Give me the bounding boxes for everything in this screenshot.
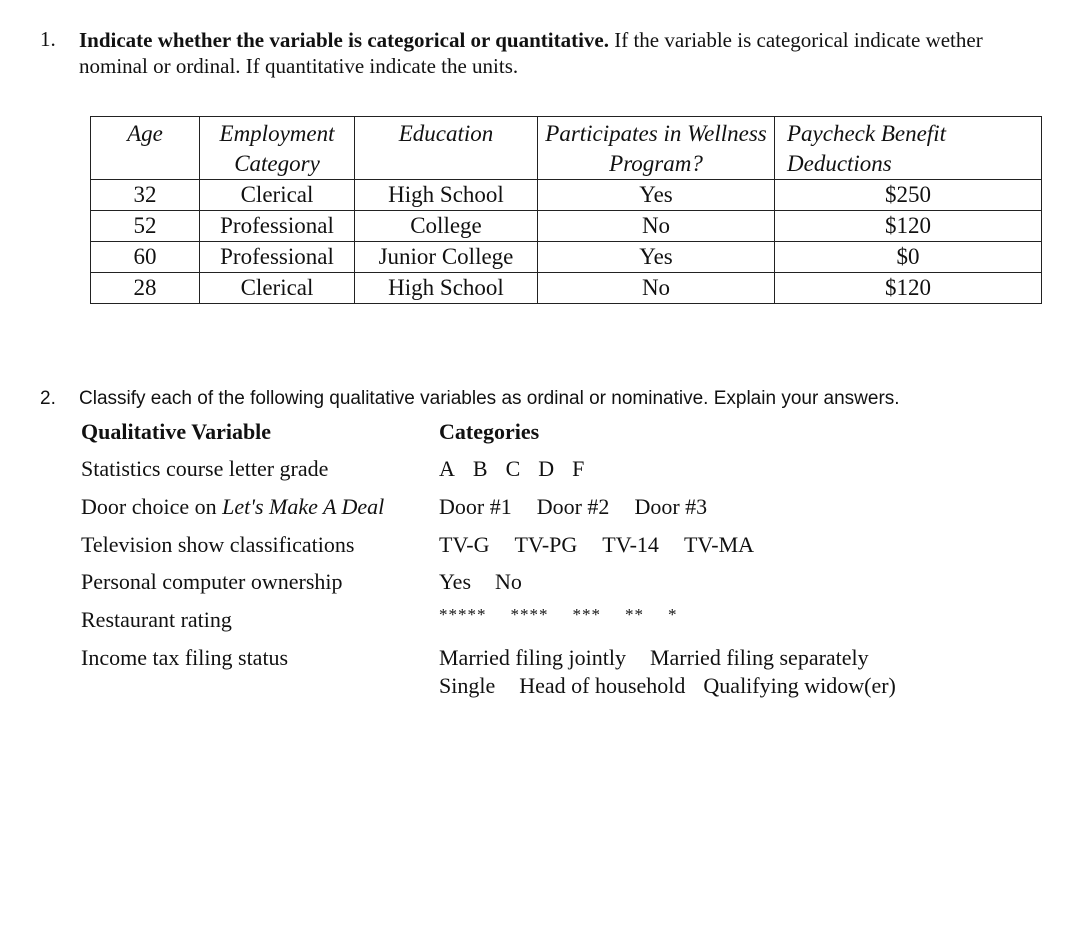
variable-income-tax-status: Income tax filing status (81, 645, 289, 670)
category-item: Head of household (519, 673, 686, 698)
category-item: D (538, 456, 555, 481)
cell-education: Junior College (355, 242, 538, 273)
category-item: *** (572, 605, 601, 624)
cell-wellness: No (538, 211, 775, 242)
category-item: TV-14 (602, 532, 659, 557)
header-employment: Employment Category (200, 117, 355, 180)
cell-wellness: No (538, 273, 775, 304)
category-item: Qualifying widow(er) (703, 673, 896, 698)
category-item: Single (439, 673, 496, 698)
categories-income-tax-status-line2 (439, 673, 896, 699)
categories-letter-grade (439, 456, 584, 482)
categories-heading: Categories (439, 419, 540, 444)
category-item: No (495, 569, 522, 594)
cell-age: 52 (91, 211, 200, 242)
cell-deductions: $250 (775, 180, 1042, 211)
cell-education: College (355, 211, 538, 242)
cell-employment: Professional (200, 242, 355, 273)
category-item: Door #3 (634, 494, 708, 519)
question-2-text: Classify each of the following qualitative variables as ordinal or nominative. Explain your answers. (79, 388, 900, 409)
category-item: Married filing jointly (439, 645, 626, 670)
categories-tv-classifications (439, 532, 754, 558)
category-item: F (572, 456, 585, 481)
category-item: ** (625, 605, 644, 624)
header-age: Age (91, 117, 200, 180)
cell-deductions: $120 (775, 211, 1042, 242)
cell-education: High School (355, 273, 538, 304)
categories-door-choice (439, 494, 707, 520)
category-item: * (668, 605, 678, 624)
cell-wellness: Yes (538, 180, 775, 211)
question-1-bold: Indicate whether the variable is categorical or quantitative. (79, 28, 609, 52)
header-wellness: Participates in Wellness Program? (538, 117, 775, 180)
question-1-number: 1. (40, 27, 56, 51)
category-item: ***** (439, 605, 487, 624)
data-table (90, 116, 1042, 304)
table-row (91, 273, 1042, 304)
category-item: TV-PG (514, 532, 578, 557)
table-row (91, 211, 1042, 242)
cell-deductions: $120 (775, 273, 1042, 304)
category-item: Door #2 (536, 494, 610, 519)
category-item: TV-G (439, 532, 490, 557)
cell-employment: Clerical (200, 180, 355, 211)
category-item: Married filing separately (649, 645, 869, 670)
qualitative-variable-heading: Qualitative Variable (81, 419, 272, 444)
variable-computer-ownership: Personal computer ownership (81, 569, 343, 594)
variable-door-show: Let's Make A Deal (222, 494, 385, 519)
header-education: Education (355, 117, 538, 180)
cell-education: High School (355, 180, 538, 211)
categories-restaurant-rating (439, 605, 678, 625)
cell-employment: Professional (200, 211, 355, 242)
cell-deductions: $0 (775, 242, 1042, 273)
question-1-rest: If the variable is categorical indicate wether nominal or ordinal. If quantitative indicate the units. (79, 28, 983, 78)
variable-restaurant-rating: Restaurant rating (81, 607, 232, 632)
table-row (91, 242, 1042, 273)
categories-computer-ownership (439, 569, 522, 595)
cell-age: 28 (91, 273, 200, 304)
cell-age: 32 (91, 180, 200, 211)
variable-letter-grade: Statistics course letter grade (81, 456, 329, 481)
category-item: TV-MA (683, 532, 755, 557)
question-2-number: 2. (40, 388, 56, 409)
variable-tv-classifications: Television show classifications (81, 532, 355, 557)
header-deductions: Paycheck Benefit Deductions (775, 117, 1042, 180)
category-item: B (472, 456, 488, 481)
cell-wellness: Yes (538, 242, 775, 273)
table-row (91, 180, 1042, 211)
category-item: Yes (439, 569, 472, 594)
category-item: Door #1 (439, 494, 512, 519)
table-header-row (91, 117, 1042, 180)
category-item: C (505, 456, 521, 481)
categories-income-tax-status-line1 (439, 645, 869, 671)
cell-age: 60 (91, 242, 200, 273)
variable-door-choice (81, 494, 384, 520)
variable-door-prefix: Door choice on (81, 494, 223, 519)
question-1-text (79, 27, 1039, 79)
category-item: A (439, 456, 455, 481)
category-item: **** (510, 605, 549, 624)
cell-employment: Clerical (200, 273, 355, 304)
